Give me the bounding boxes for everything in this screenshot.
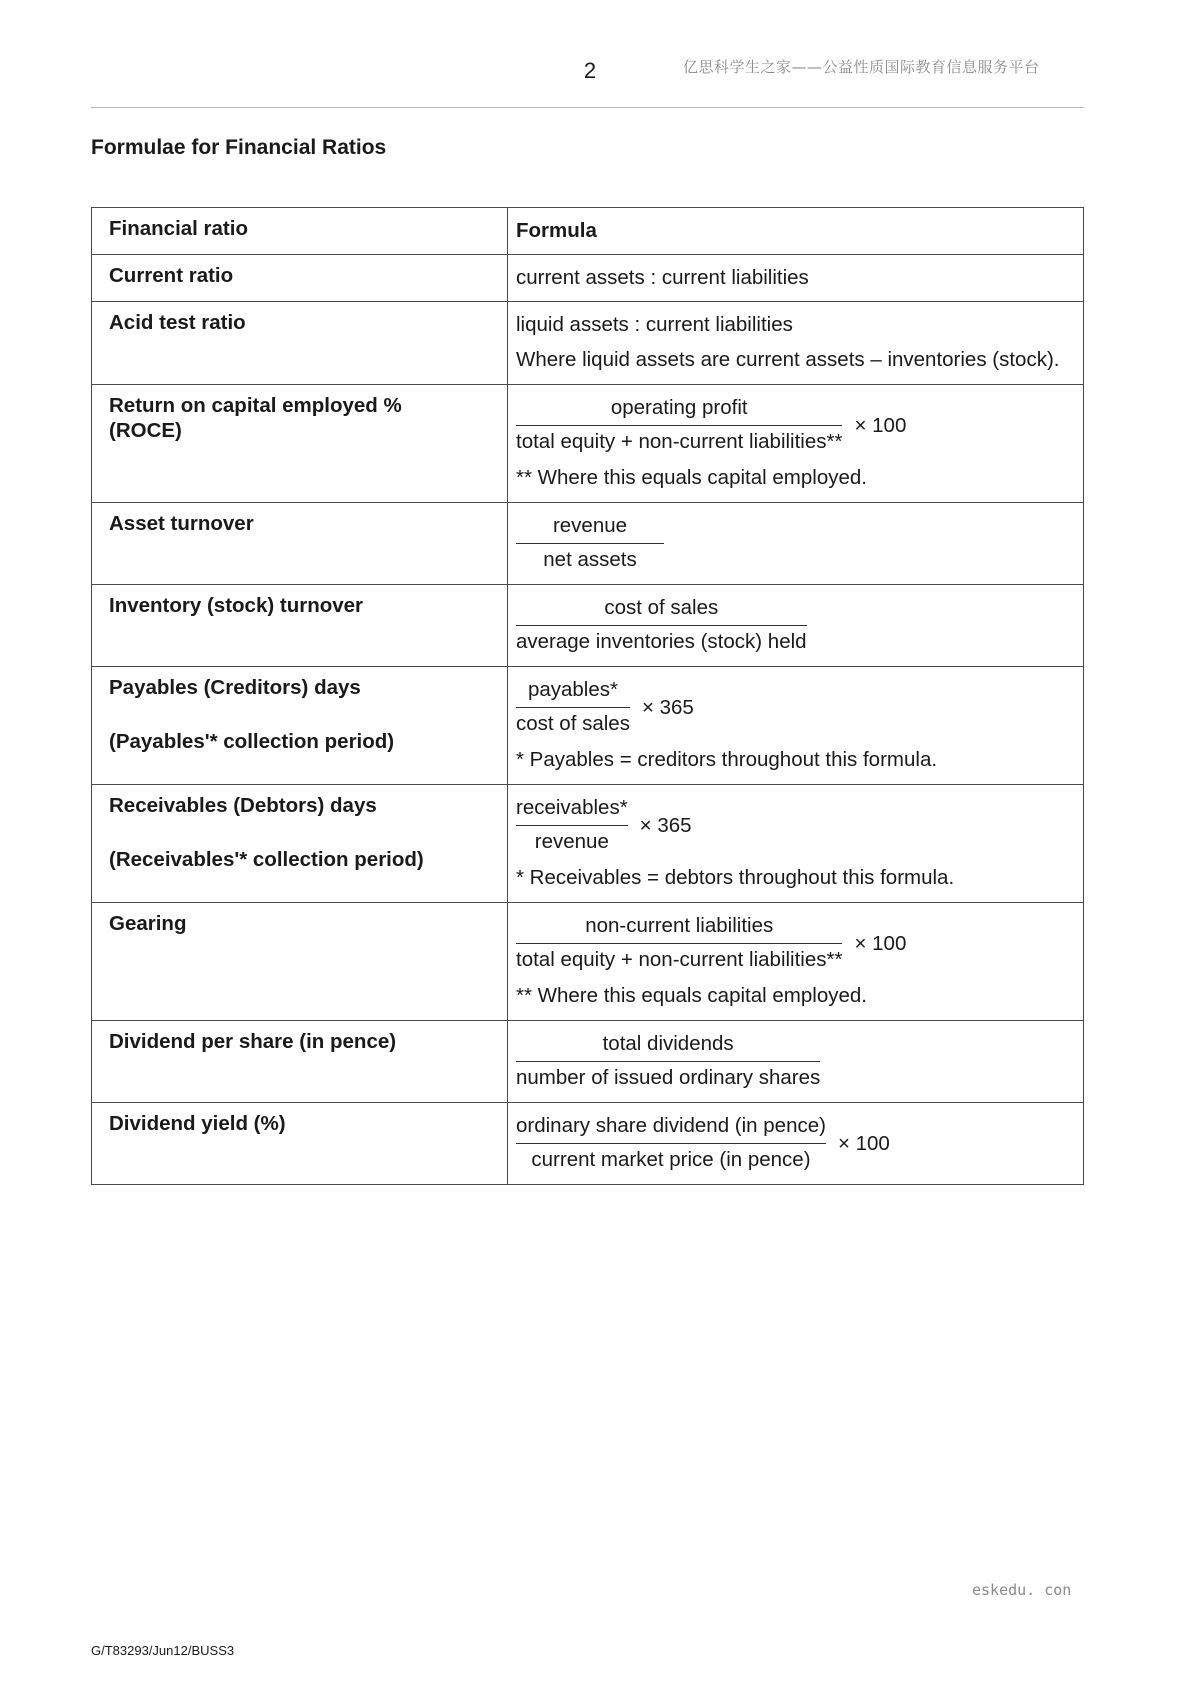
- formula-cell: [508, 503, 1084, 585]
- ratio-name: Payables (Creditors) days: [109, 676, 361, 699]
- multiplier: × 100: [854, 931, 907, 955]
- fraction-row: [516, 675, 1075, 740]
- formula-cell: [508, 667, 1084, 785]
- ratio-subname: (Receivables'* collection period): [109, 848, 424, 871]
- footer-code: G/T83293/Jun12/BUSS3: [91, 1643, 235, 1658]
- multiplier: × 100: [837, 1131, 890, 1155]
- fraction: [516, 675, 630, 740]
- fraction: [516, 511, 664, 576]
- table-row: [92, 585, 1084, 667]
- ratio-name: Gearing: [92, 903, 508, 1021]
- formula-cell: [508, 785, 1084, 903]
- denominator: number of issued ordinary shares: [516, 1066, 821, 1089]
- ratio-name: Return on capital employed %: [109, 394, 402, 417]
- numerator: cost of sales: [516, 593, 807, 626]
- formula-text: liquid assets : current liabilities: [516, 313, 793, 336]
- ratio-name-cell: [92, 667, 508, 785]
- table-header-row: [92, 208, 1084, 255]
- ratio-subname: (Payables'* collection period): [109, 730, 395, 753]
- fraction-row: [516, 911, 1075, 976]
- ratio-name-cell: [92, 785, 508, 903]
- numerator: non-current liabilities: [516, 911, 842, 944]
- ratio-name: Receivables (Debtors) days: [109, 794, 377, 817]
- denominator: average inventories (stock) held: [516, 630, 807, 653]
- fraction-row: [516, 1029, 1075, 1094]
- table-row: [92, 503, 1084, 585]
- fraction: [516, 911, 842, 976]
- header-formula: Formula: [508, 208, 1084, 255]
- numerator: total dividends: [516, 1029, 820, 1062]
- denominator: revenue: [534, 830, 609, 853]
- ratio-name-cell: [92, 385, 508, 503]
- table-row: [92, 255, 1084, 302]
- ratios-table: [91, 207, 1084, 1185]
- section-title: Formulae for Financial Ratios: [91, 136, 387, 159]
- fraction-row: [516, 1111, 1075, 1176]
- ratio-name: Acid test ratio: [92, 302, 508, 385]
- formula-note: Where liquid assets are current assets – inventories (stock).: [516, 348, 1060, 371]
- formula-cell: [508, 903, 1084, 1021]
- table-row: [92, 1021, 1084, 1103]
- denominator: cost of sales: [516, 712, 630, 735]
- page-number: 2: [583, 58, 597, 83]
- numerator: operating profit: [516, 393, 842, 426]
- denominator: net assets: [543, 548, 637, 571]
- formula-cell: [508, 302, 1084, 385]
- denominator: total equity + non-current liabilities**: [516, 948, 843, 971]
- footer-watermark: eskedu. con: [972, 1581, 1072, 1599]
- ratio-name: Inventory (stock) turnover: [92, 585, 508, 667]
- fraction-row: [516, 393, 1075, 458]
- denominator: total equity + non-current liabilities**: [516, 430, 843, 453]
- header-rule: [91, 107, 1084, 108]
- ratio-name: Current ratio: [92, 255, 508, 302]
- multiplier: × 365: [641, 695, 694, 719]
- fraction-row: [516, 511, 1075, 576]
- formula-cell: [508, 1021, 1084, 1103]
- header-financial-ratio: Financial ratio: [92, 208, 508, 255]
- fraction-row: [516, 593, 1075, 658]
- fraction: [516, 1111, 826, 1176]
- ratio-name: Dividend per share (in pence): [92, 1021, 508, 1103]
- fraction: [516, 1029, 820, 1094]
- numerator: ordinary share dividend (in pence): [516, 1111, 826, 1144]
- formula-cell: [508, 385, 1084, 503]
- fraction: [516, 593, 807, 658]
- numerator: receivables*: [516, 793, 628, 826]
- fraction: [516, 793, 628, 858]
- table-row: [92, 1103, 1084, 1185]
- ratio-subname: (ROCE): [109, 419, 182, 442]
- formula-note: * Payables = creditors throughout this formula.: [516, 748, 938, 771]
- table-row: [92, 903, 1084, 1021]
- formula-text: current assets : current liabilities: [516, 266, 809, 289]
- fraction: [516, 393, 842, 458]
- numerator: payables*: [516, 675, 630, 708]
- formula-cell: [508, 585, 1084, 667]
- table-row: [92, 667, 1084, 785]
- denominator: current market price (in pence): [531, 1148, 811, 1171]
- multiplier: × 100: [854, 413, 907, 437]
- numerator: revenue: [516, 511, 664, 544]
- fraction-row: [516, 793, 1075, 858]
- multiplier: × 365: [639, 813, 692, 837]
- ratio-name: Asset turnover: [92, 503, 508, 585]
- table-row: [92, 785, 1084, 903]
- header-watermark: 亿思科学生之家——公益性质国际教育信息服务平台: [683, 58, 1040, 76]
- formula-cell: [508, 255, 1084, 302]
- ratio-name: Dividend yield (%): [92, 1103, 508, 1185]
- formula-note: ** Where this equals capital employed.: [516, 984, 867, 1007]
- formula-note: * Receivables = debtors throughout this formula.: [516, 866, 955, 889]
- table-row: [92, 385, 1084, 503]
- table-row: [92, 302, 1084, 385]
- formula-note: ** Where this equals capital employed.: [516, 466, 867, 489]
- formula-cell: [508, 1103, 1084, 1185]
